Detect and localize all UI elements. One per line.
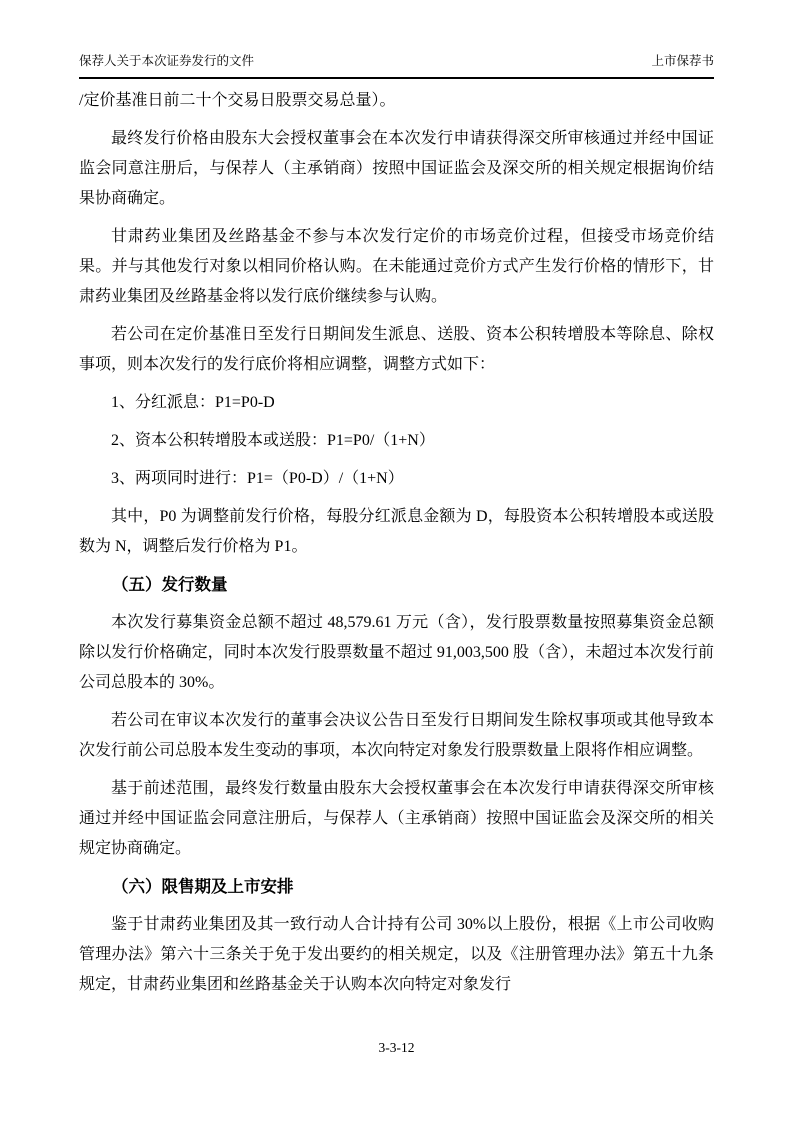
- paragraph-quantity-adjustment: 若公司在审议本次发行的董事会决议公告日至发行日期间发生除权事项或其他导致本次发行前公司总股本发生变动的事项，本次向特定对象发行股票数量上限将作相应调整。: [79, 712, 714, 759]
- header-left-title: 保荐人关于本次证券发行的文件: [79, 54, 255, 68]
- header-right-title: 上市保荐书: [651, 54, 714, 68]
- formula-capital-reserve: 2、资本公积转增股本或送股：P1=P0/（1+N）: [111, 432, 435, 449]
- paragraph-price-adjustment: 若公司在定价基准日至发行日期间发生派息、送股、资本公积转增股本等除息、除权事项，则本次发行的发行底价将相应调整，调整方式如下：: [79, 326, 714, 373]
- formula-dividend: 1、分红派息：P1=P0-D: [111, 394, 275, 411]
- paragraph-final-quantity: 基于前述范围，最终发行数量由股东大会授权董事会在本次发行申请获得深交所审核通过并经中国证监会同意注册后，与保荐人（主承销商）按照中国证监会及深交所的相关规定协商确定。: [79, 780, 714, 857]
- paragraph-final-price: 最终发行价格由股东大会授权董事会在本次发行申请获得深交所审核通过并经中国证监会同意注册后，与保荐人（主承销商）按照中国证监会及深交所的相关规定根据询价结果协商确定。: [79, 130, 714, 207]
- page-header: [79, 52, 714, 79]
- formula-combined: 3、两项同时进行：P1=（P0-D）/（1+N）: [111, 470, 404, 487]
- paragraph-raised-funds: 本次发行募集资金总额不超过 48,579.61 万元（含），发行股票数量按照募集资金总额除以发行价格确定，同时本次发行股票数量不超过 91,003,500 股（含），未超过本次发行前公司总股本的 30%。: [79, 614, 714, 691]
- paragraph-continuation: /定价基准日前二十个交易日股票交易总量）。: [79, 92, 396, 109]
- page-content: [79, 52, 714, 1000]
- document-body: [79, 79, 714, 1000]
- paragraph-formula-definitions: 其中，P0 为调整前发行价格，每股分红派息金额为 D，每股资本公积转增股本或送股数为 N，调整后发行价格为 P1。: [79, 508, 714, 555]
- heading-lockup-listing: （六）限售期及上市安排: [112, 878, 294, 896]
- paragraph-bidding-process: 甘肃药业集团及丝路基金不参与本次发行定价的市场竞价过程，但接受市场竞价结果。并与其他发行对象以相同价格认购。在未能通过竞价方式产生发行价格的情形下，甘肃药业集团及丝路基金将以发行底价继续参与认购。: [79, 228, 714, 305]
- page-number: 3-3-12: [378, 1040, 415, 1055]
- heading-issuance-quantity: （五）发行数量: [112, 576, 228, 594]
- paragraph-lockup-basis: 鉴于甘肃药业集团及其一致行动人合计持有公司 30%以上股份，根据《上市公司收购管理办法》第六十三条关于免于发出要约的相关规定，以及《注册管理办法》第五十九条规定，甘肃药业集团和丝路基金关于认购本次向特定对象发行: [79, 916, 714, 993]
